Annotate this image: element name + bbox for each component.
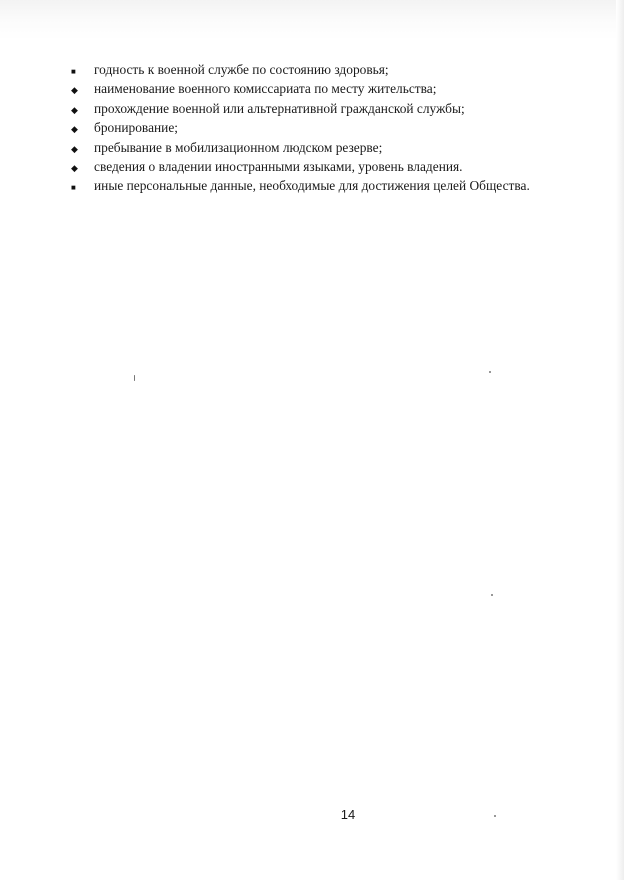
diamond-bullet-icon: ◆ bbox=[71, 104, 78, 115]
list-item bbox=[68, 80, 530, 99]
scan-speck bbox=[491, 594, 493, 596]
list-item-text: сведения о владении иностранными языками, уровень владения. bbox=[94, 159, 463, 175]
list-item bbox=[68, 100, 530, 119]
page-number: 14 bbox=[340, 807, 356, 822]
diamond-bullet-icon: ◆ bbox=[71, 85, 78, 96]
list-item-text: годность к военной службе по состоянию здоровья; bbox=[94, 62, 389, 77]
diamond-bullet-icon: ◆ bbox=[71, 163, 78, 174]
list-item bbox=[68, 177, 530, 196]
list-item-text: прохождение военной или альтернативной гражданской службы; bbox=[94, 100, 465, 116]
list-item-text: бронирование; bbox=[94, 120, 179, 136]
scan-speck bbox=[134, 375, 135, 381]
diamond-bullet-icon: ◆ bbox=[71, 143, 78, 154]
list-item bbox=[68, 61, 530, 80]
scan-right-edge bbox=[616, 0, 624, 880]
scan-top-shading bbox=[0, 0, 624, 40]
list-item bbox=[68, 158, 530, 177]
list-item-text: наименование военного комиссариата по месту жительства; bbox=[94, 81, 437, 97]
list-item-text: пребывание в мобилизационном людском резерве; bbox=[94, 139, 383, 155]
list-item bbox=[68, 139, 530, 158]
scan-speck bbox=[489, 371, 491, 373]
square-bullet-icon: ■ bbox=[71, 67, 76, 76]
square-bullet-icon: ■ bbox=[71, 183, 76, 193]
list-item bbox=[68, 119, 530, 138]
list-item-text: иные персональные данные, необходимые для достижения целей Общества. bbox=[94, 178, 530, 194]
diamond-bullet-icon: ◆ bbox=[71, 124, 78, 135]
personal-data-list bbox=[68, 61, 530, 197]
